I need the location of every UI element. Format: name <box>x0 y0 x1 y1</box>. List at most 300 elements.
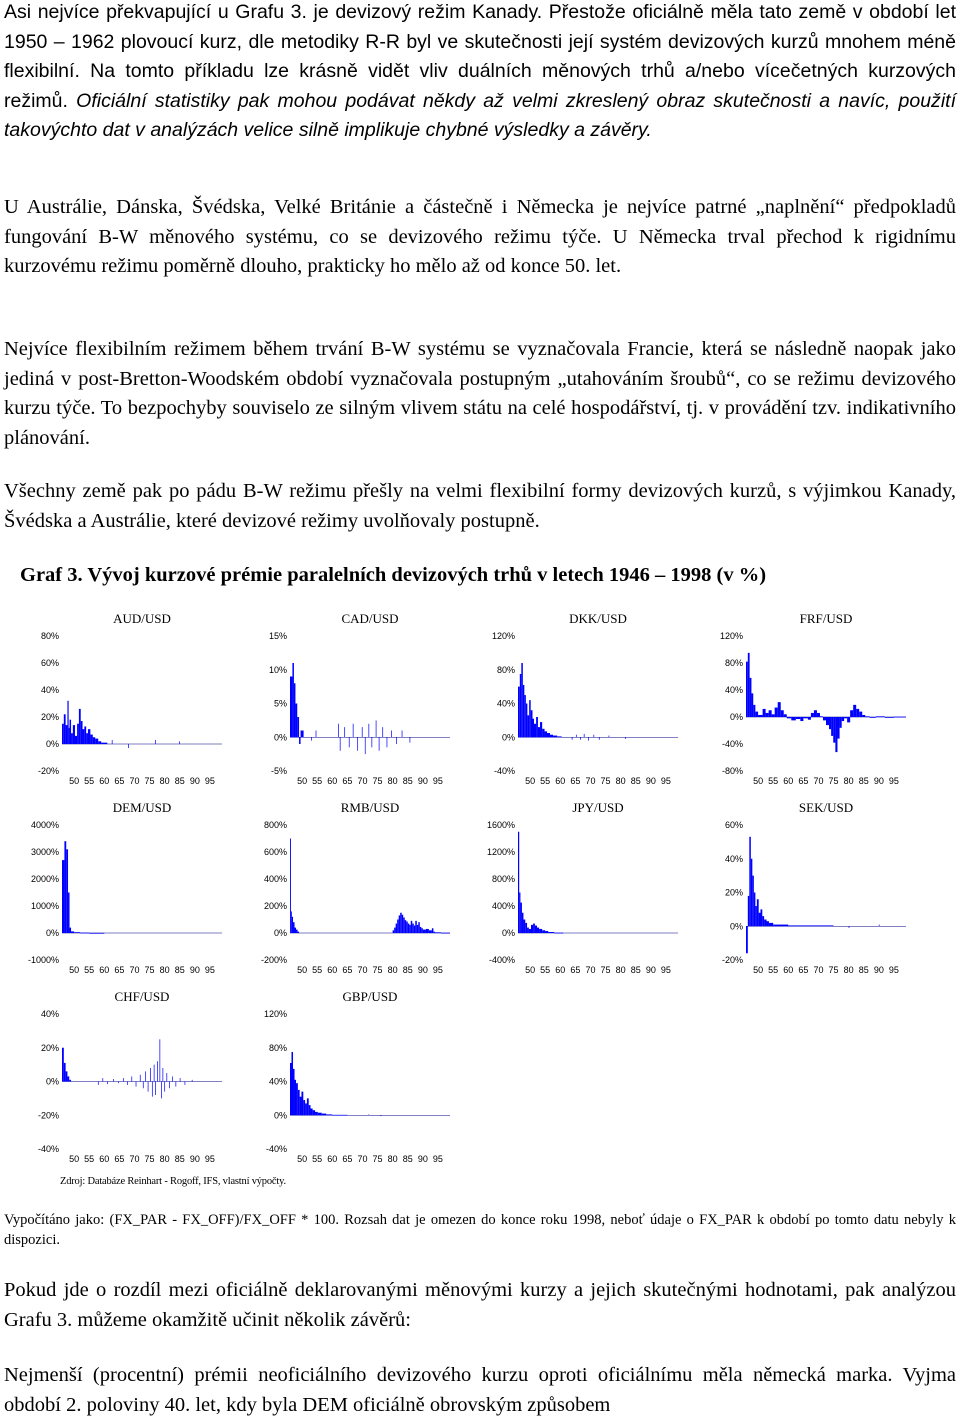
data-bar <box>842 717 844 721</box>
data-bar <box>68 893 70 934</box>
data-bar <box>305 1103 307 1115</box>
data-bar <box>527 928 529 933</box>
data-bar <box>296 930 298 933</box>
data-bar <box>66 849 68 933</box>
data-bar <box>69 728 70 744</box>
x-tick-label: 75 <box>372 776 383 786</box>
data-bar <box>74 932 80 933</box>
x-tick-label: 60 <box>99 776 110 786</box>
x-tick-label: 75 <box>144 776 155 786</box>
chart-cad-usd <box>238 605 458 795</box>
data-bar <box>69 1080 71 1082</box>
data-bar <box>426 929 429 933</box>
data-bar <box>349 737 350 747</box>
data-bar <box>64 1063 66 1082</box>
data-bar <box>71 931 74 933</box>
x-tick-label: 90 <box>417 965 428 975</box>
paragraph-1 <box>4 0 956 146</box>
data-bar <box>118 1082 119 1084</box>
data-bar <box>554 933 563 934</box>
x-tick-label: 95 <box>660 776 671 786</box>
data-bar <box>300 1097 302 1116</box>
x-tick-label: 65 <box>342 965 353 975</box>
data-bar <box>859 712 862 717</box>
data-bar <box>297 717 299 737</box>
y-tick-label: 800% <box>263 820 287 830</box>
chart-title-dem-usd: DEM/USD <box>112 800 172 815</box>
paragraph-2: U Austrálie, Dánska, Švédska, Velké Británie a částečně i Německa je nejvíce patrné „naplnění“ předpokladů fungování B-W měnového systému, co se devizového režimu týče. U Německa trval přechod k rigidnímu kurzovému režimu poměrně dlouho, prakticky ho mělo až od konce 50. let. <box>4 196 956 277</box>
data-bar <box>523 685 525 737</box>
data-bar <box>522 913 524 933</box>
y-tick-label: 0% <box>45 739 59 749</box>
data-bar <box>365 737 366 754</box>
data-bar <box>408 924 410 933</box>
data-bar <box>760 909 762 926</box>
data-bar <box>759 913 761 927</box>
data-bar <box>418 922 420 933</box>
data-bar <box>396 924 398 933</box>
data-bar <box>311 1109 313 1116</box>
x-tick-label: 60 <box>99 1154 110 1164</box>
y-tick-label: 20% <box>724 887 743 898</box>
data-bar <box>753 705 755 717</box>
data-bar <box>545 731 547 737</box>
data-bar <box>311 737 312 740</box>
x-tick-label: 75 <box>144 1154 155 1164</box>
data-bar <box>353 724 354 738</box>
data-bar <box>580 737 581 740</box>
paragraph-6: Nejmenší (procentní) prémii neoficiálního devizového kurzu oproti oficiálnímu měla německá marka. Vyjma období 2. poloviny 40. let, kdy byla DEM oficiálně obrovským způsobem <box>4 1364 956 1416</box>
data-bar <box>86 733 88 744</box>
data-bar <box>545 931 548 933</box>
data-bar <box>90 735 92 744</box>
data-bar <box>176 1082 177 1087</box>
y-tick-label: -5% <box>270 766 287 776</box>
x-tick-label: 55 <box>312 1154 323 1164</box>
x-tick-label: 70 <box>813 776 824 786</box>
x-tick-label: 95 <box>204 776 215 786</box>
x-tick-label: 90 <box>645 776 656 786</box>
x-tick-label: 60 <box>555 965 566 975</box>
y-tick-label: -80% <box>721 766 743 776</box>
data-bar <box>876 716 885 717</box>
data-bar <box>835 717 837 752</box>
data-bar <box>128 744 129 748</box>
x-tick-label: 55 <box>84 965 95 975</box>
data-bar <box>593 735 594 738</box>
x-tick-label: 65 <box>342 1154 353 1164</box>
data-bar <box>800 717 803 721</box>
y-tick-label: 40% <box>268 1076 287 1087</box>
x-tick-label: 50 <box>69 965 80 975</box>
x-tick-label: 85 <box>174 965 185 975</box>
data-bar <box>521 663 523 737</box>
x-tick-label: 50 <box>753 965 764 975</box>
y-tick-label: 80% <box>268 1042 287 1053</box>
data-bar <box>298 1090 300 1115</box>
data-bar <box>379 737 380 751</box>
data-bar <box>161 1082 162 1099</box>
chart-dem-usd <box>10 794 230 984</box>
data-bar <box>344 727 345 737</box>
data-bar <box>432 928 434 933</box>
x-tick-label: 85 <box>402 1154 413 1164</box>
data-bar <box>295 928 297 933</box>
chart-rmb-usd <box>238 794 458 984</box>
x-tick-label: 90 <box>417 1154 428 1164</box>
data-bar <box>421 928 423 933</box>
data-bar <box>396 737 397 744</box>
data-bar <box>775 708 778 717</box>
y-tick-label: -20% <box>37 1110 59 1121</box>
data-bar <box>326 1114 332 1115</box>
data-bar <box>784 714 787 717</box>
x-tick-label: 60 <box>327 776 338 786</box>
x-tick-label: 90 <box>417 776 428 786</box>
x-tick-label: 95 <box>888 965 899 975</box>
x-tick-label: 50 <box>297 1154 308 1164</box>
data-bar <box>293 922 295 933</box>
chart-svg-dem-usd <box>10 794 230 984</box>
data-bar <box>292 1052 294 1115</box>
x-tick-label: 80 <box>615 776 626 786</box>
chart-svg-cad-usd <box>238 605 458 795</box>
data-bar <box>609 736 610 738</box>
data-bar <box>340 737 341 751</box>
x-tick-label: 65 <box>798 965 809 975</box>
x-tick-label: 60 <box>783 776 794 786</box>
data-bar <box>157 1061 158 1081</box>
data-bar <box>553 736 557 738</box>
x-tick-label: 55 <box>312 776 323 786</box>
data-bar <box>313 1110 315 1115</box>
data-bar <box>70 928 72 933</box>
data-bar <box>368 724 369 738</box>
data-bar <box>529 929 531 933</box>
data-bar <box>294 683 296 737</box>
data-bar <box>113 1079 114 1082</box>
data-bar <box>415 921 417 933</box>
x-tick-label: 65 <box>342 776 353 786</box>
y-tick-label: 15% <box>268 631 287 641</box>
y-tick-label: 120% <box>491 631 515 641</box>
x-tick-label: 65 <box>798 776 809 786</box>
chart-svg-jpy-usd <box>466 794 686 984</box>
paragraph-1-italic: Oficiální statistiky pak mohou podávat někdy až velmi zkreslený obraz skutečnosti a navíc, použití takovýchto dat v analýzách velice silně implikuje chybné výsledky a závěry. <box>4 89 956 141</box>
data-bar <box>77 724 79 744</box>
data-bar <box>757 899 759 926</box>
data-bar <box>357 737 358 751</box>
x-tick-label: 95 <box>432 965 443 975</box>
data-bar <box>410 737 411 742</box>
chart-jpy-usd <box>466 794 686 984</box>
data-bar <box>107 1082 108 1085</box>
data-bar <box>406 922 408 933</box>
data-bar <box>75 736 77 744</box>
x-tick-label: 90 <box>189 1154 200 1164</box>
figure-title: Graf 3. Vývoj kurzové prémie paralelních devizových trhů v letech 1946 – 1998 (v %) <box>20 564 767 586</box>
x-tick-label: 80 <box>159 1154 170 1164</box>
data-bar <box>441 933 450 934</box>
x-tick-label: 80 <box>159 965 170 975</box>
data-bar <box>387 737 388 747</box>
data-bar <box>84 726 86 744</box>
data-bar <box>829 717 831 729</box>
data-bar <box>625 737 626 739</box>
data-bar <box>80 933 89 934</box>
y-tick-label: -20% <box>37 766 59 776</box>
data-bar <box>557 736 562 737</box>
data-bar <box>295 1080 297 1115</box>
chart-title-rmb-usd: RMB/USD <box>340 800 400 815</box>
data-bar <box>572 737 573 740</box>
x-tick-label: 80 <box>615 965 626 975</box>
x-tick-label: 65 <box>570 776 581 786</box>
data-bar <box>71 733 73 744</box>
y-tick-label: 0% <box>45 1076 59 1087</box>
data-bar <box>382 727 383 737</box>
y-tick-label: 80% <box>496 664 515 675</box>
x-tick-label: 95 <box>432 1154 443 1164</box>
data-bar <box>531 710 533 737</box>
y-tick-label: 60% <box>724 820 743 830</box>
data-bar <box>811 713 814 717</box>
data-bar <box>394 928 396 933</box>
x-tick-label: 60 <box>99 965 110 975</box>
y-tick-label: 600% <box>263 847 287 857</box>
data-bar <box>529 700 531 737</box>
x-tick-label: 55 <box>84 1154 95 1164</box>
data-bar <box>831 717 833 736</box>
data-bar <box>412 924 414 933</box>
x-tick-label: 90 <box>189 776 200 786</box>
data-bar <box>160 1039 161 1081</box>
data-bar <box>769 710 772 717</box>
chart-gbp-usd <box>238 983 458 1173</box>
paragraph-1-main: Asi nejvíce překvapující u Grafu 3. je devizový režim Kanady. Přestože oficiálně měla tato země v období let 1950 – 1962 plovoucí kurz, dle metodiky R-R byl ve skutečnosti její systém devizových kurzů mnohem méně flexibilní. Na tomto příkladu lze krásně vidět vliv duálních měnových trhů a/nebo vícečetných kurzových režimů. <box>4 1 956 112</box>
x-tick-label: 85 <box>630 965 641 975</box>
paragraph-4: Všechny země pak po pádu B-W režimu přešly na velmi flexibilní formy devizových kurzů, s výjimkou Kanady, Švédska a Austrálie, které devizové režimy uvolňovaly postupně. <box>4 480 956 532</box>
data-bar <box>150 1068 151 1082</box>
y-tick-label: 120% <box>719 631 743 641</box>
y-tick-label: -200% <box>260 955 287 965</box>
x-tick-label: 70 <box>129 1154 140 1164</box>
x-tick-label: 70 <box>585 965 596 975</box>
data-bar <box>429 930 432 933</box>
data-bar <box>169 1082 170 1089</box>
x-tick-label: 60 <box>555 776 566 786</box>
x-tick-label: 70 <box>357 776 368 786</box>
x-tick-label: 65 <box>570 965 581 975</box>
data-bar <box>520 674 522 737</box>
data-bar <box>155 1082 156 1096</box>
y-tick-label: 20% <box>40 1042 59 1053</box>
figure-note: Vypočítáno jako: (FX_PAR - FX_OFF)/FX_OFF * 100. Rozsah dat je omezen do konce roku 1998, neboť údaje o FX_PAR k období po tomto datu nebyly k dispozici. <box>4 1212 956 1248</box>
x-tick-label: 50 <box>297 776 308 786</box>
data-bar <box>136 1082 137 1087</box>
data-bar <box>788 925 833 926</box>
x-tick-label: 95 <box>204 965 215 975</box>
data-bar <box>298 932 300 933</box>
chart-aud-usd <box>10 605 230 795</box>
data-bar <box>397 920 399 934</box>
data-bar <box>152 1082 153 1097</box>
data-bar <box>885 717 894 718</box>
x-tick-label: 85 <box>402 965 413 975</box>
data-bar <box>64 841 66 933</box>
y-tick-label: 1000% <box>30 901 59 911</box>
data-bar <box>540 722 542 737</box>
data-bar <box>179 741 180 744</box>
data-bar <box>154 1065 155 1082</box>
data-bar <box>849 926 850 928</box>
x-tick-label: 50 <box>69 1154 80 1164</box>
data-bar <box>531 925 533 933</box>
data-bar <box>411 921 413 933</box>
data-bar <box>185 1082 186 1085</box>
data-bar <box>140 1075 141 1082</box>
data-bar <box>79 709 81 744</box>
data-bar <box>550 735 553 738</box>
data-bar <box>769 923 773 926</box>
x-tick-label: 75 <box>828 776 839 786</box>
x-tick-label: 50 <box>753 776 764 786</box>
chart-title-chf-usd: CHF/USD <box>114 989 170 1004</box>
x-tick-label: 55 <box>768 965 779 975</box>
x-tick-label: 90 <box>873 965 884 975</box>
x-tick-label: 55 <box>312 965 323 975</box>
x-tick-label: 75 <box>372 1154 383 1164</box>
y-tick-label: -40% <box>721 739 743 749</box>
y-tick-label: 40% <box>724 853 743 864</box>
y-tick-label: 800% <box>491 874 515 884</box>
chart-title-aud-usd: AUD/USD <box>113 611 171 626</box>
y-tick-label: 400% <box>263 874 287 884</box>
y-tick-label: -40% <box>37 1144 59 1154</box>
x-tick-label: 65 <box>114 776 125 786</box>
chart-title-frf-usd: FRF/USD <box>799 611 853 626</box>
x-tick-label: 95 <box>660 965 671 975</box>
data-bar <box>751 693 753 717</box>
data-bar <box>791 717 796 720</box>
data-bar <box>322 1114 327 1116</box>
x-tick-label: 80 <box>387 1154 398 1164</box>
data-bar <box>826 717 829 725</box>
x-tick-label: 55 <box>768 776 779 786</box>
data-bar <box>748 653 750 717</box>
x-tick-label: 60 <box>783 965 794 975</box>
data-bar <box>293 1069 295 1115</box>
y-tick-label: 200% <box>263 901 287 911</box>
chart-title-sek-usd: SEK/USD <box>798 800 854 815</box>
data-bar <box>368 1114 369 1115</box>
x-tick-label: 70 <box>585 776 596 786</box>
y-tick-label: 40% <box>496 698 515 709</box>
y-tick-label: 0% <box>729 712 743 722</box>
data-bar <box>778 702 781 717</box>
chart-title-jpy-usd: JPY/USD <box>572 800 624 815</box>
chart-svg-gbp-usd <box>238 983 458 1173</box>
data-bar <box>414 926 416 933</box>
data-bar <box>527 715 529 737</box>
data-bar <box>523 920 525 934</box>
y-tick-label: 0% <box>501 732 515 743</box>
data-bar <box>746 662 748 717</box>
data-bar <box>548 932 554 933</box>
data-bar <box>192 1080 193 1082</box>
x-tick-label: 75 <box>372 965 383 975</box>
data-bar <box>290 839 291 934</box>
data-bar <box>403 917 405 933</box>
y-tick-label: 0% <box>273 928 287 938</box>
paragraph-3: Nejvíce flexibilním režimem během trvání B-W systému se vyznačovala Francie, která se následně naopak jako jediná v post-Bretton-Woodském období vyznačovala postupným „utahováním šroubů“, co se režimu devizového kurzu týče. To bezpochyby souviselo ze silným vlivem státu na celé hospodářství, tj. v provádění tzv. indikativního plánování. <box>4 338 956 449</box>
data-bar <box>400 913 402 933</box>
data-bar <box>787 717 792 718</box>
y-tick-label: -40% <box>265 1144 287 1154</box>
data-bar <box>409 925 411 933</box>
x-tick-label: 50 <box>525 965 536 975</box>
x-tick-label: 95 <box>888 776 899 786</box>
chart-svg-dkk-usd <box>466 605 686 795</box>
data-bar <box>417 925 419 933</box>
chart-frf-usd <box>694 605 914 795</box>
paragraph-5: Pokud jde o rozdíl mezi oficiálně deklarovanými měnovými kurzy a jejich skutečnými hodnotami, pak analýzou Grafu 3. můžeme okamžitě učinit několik závěrů: <box>4 1279 956 1331</box>
y-tick-label: 80% <box>724 658 743 668</box>
data-bar <box>763 709 766 717</box>
data-bar <box>66 725 68 744</box>
x-tick-label: 80 <box>843 965 854 975</box>
data-bar <box>752 876 754 927</box>
data-bar <box>73 725 75 744</box>
y-tick-label: 40% <box>724 685 743 695</box>
chart-svg-rmb-usd <box>238 794 458 984</box>
data-bar <box>67 1076 69 1081</box>
y-tick-label: 3000% <box>30 847 59 857</box>
y-tick-label: 2000% <box>30 874 59 884</box>
x-tick-label: 55 <box>540 776 551 786</box>
chart-sek-usd <box>694 794 914 984</box>
data-bar <box>524 695 526 737</box>
data-bar <box>433 932 435 933</box>
chart-svg-sek-usd <box>694 794 914 984</box>
x-tick-label: 55 <box>540 965 551 975</box>
data-bar <box>362 727 363 737</box>
data-bar <box>823 717 826 720</box>
chart-title-dkk-usd: DKK/USD <box>569 611 627 626</box>
data-bar <box>292 917 293 933</box>
x-tick-label: 75 <box>600 776 611 786</box>
x-tick-label: 70 <box>357 1154 368 1164</box>
y-tick-label: 80% <box>40 631 59 641</box>
data-bar <box>62 724 64 744</box>
chart-title-cad-usd: CAD/USD <box>341 611 399 626</box>
x-tick-label: 65 <box>114 965 125 975</box>
data-bar <box>833 717 835 743</box>
x-tick-label: 65 <box>114 1154 125 1164</box>
data-bar <box>81 721 83 744</box>
data-bar <box>754 893 756 927</box>
y-tick-label: -40% <box>493 766 515 776</box>
data-bar <box>376 720 377 737</box>
data-bar <box>837 717 839 739</box>
x-tick-label: 75 <box>828 965 839 975</box>
chart-chf-usd <box>10 983 230 1173</box>
data-bar <box>83 729 85 744</box>
data-bar <box>576 735 577 738</box>
data-bar <box>299 737 301 744</box>
y-tick-label: -20% <box>721 955 743 965</box>
data-bar <box>803 717 808 718</box>
